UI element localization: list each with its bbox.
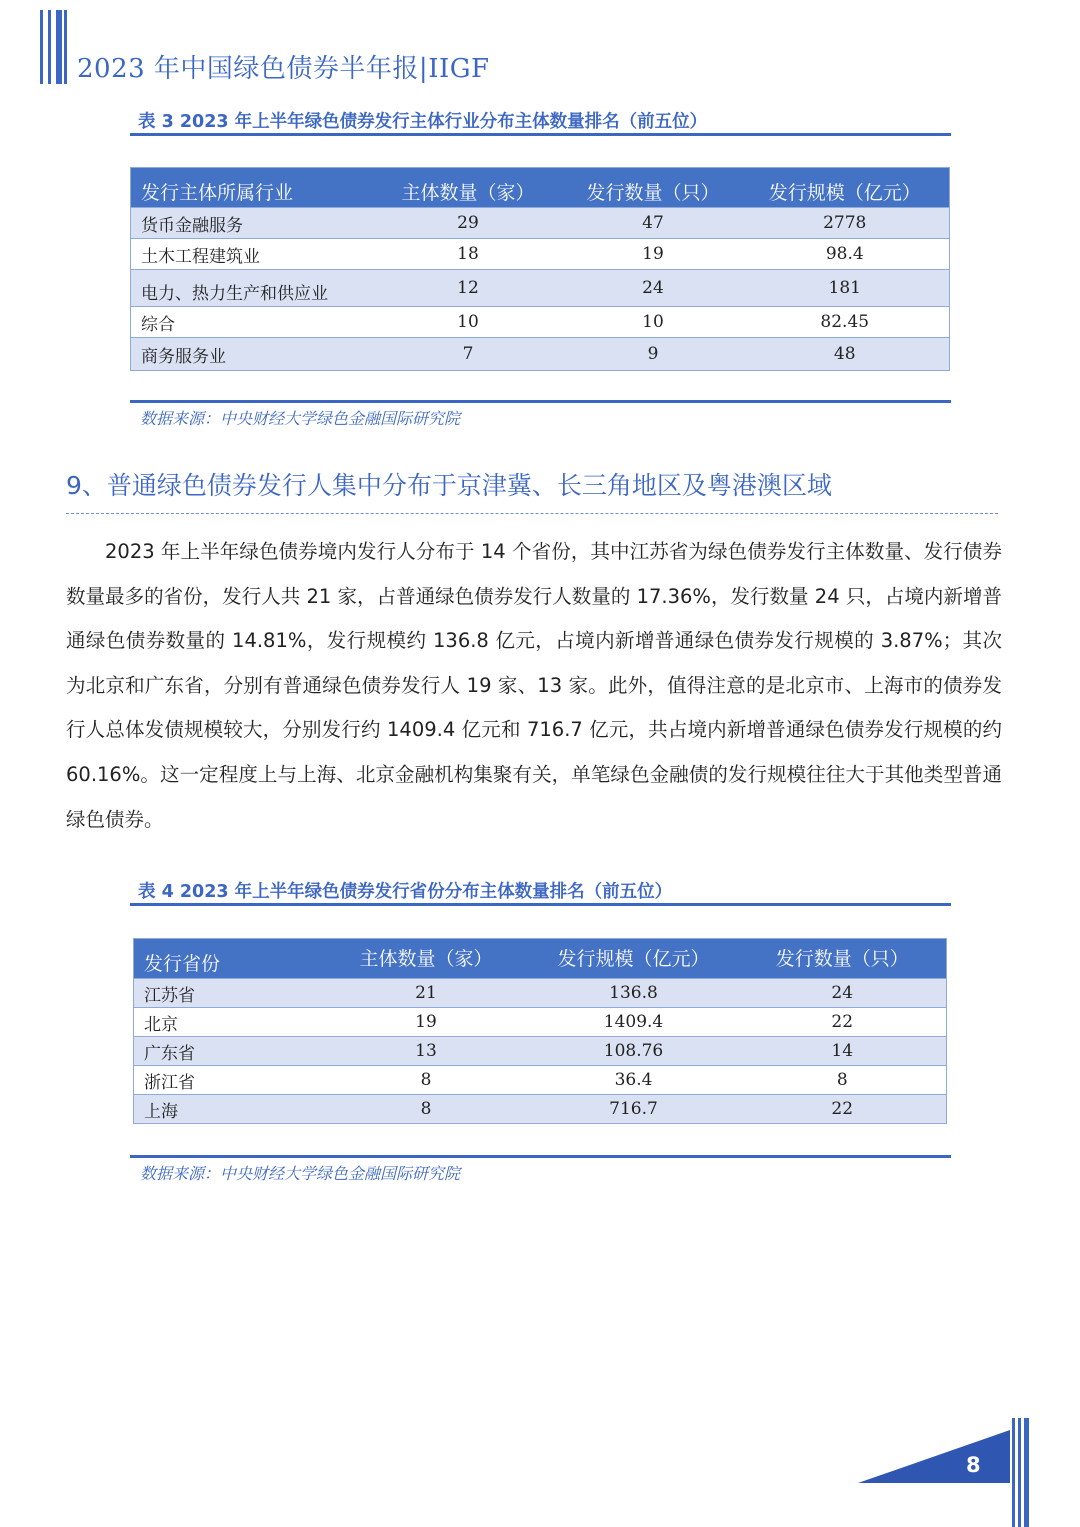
table-cell: 广东省 [134, 1037, 324, 1066]
table-row [134, 1066, 947, 1095]
table4 [133, 938, 947, 1124]
table-row [131, 208, 950, 239]
table3-caption-rule [130, 133, 951, 136]
table4-caption: 表 4 2023 年上半年绿色债券发行省份分布主体数量排名（前五位） [138, 882, 673, 902]
section-paragraph: 2023 年上半年绿色债券境内发行人分布于 14 个省份，其中江苏省为绿色债券发行主体数量、发行债券数量最多的省份，发行人共 21 家，占普通绿色债券发行人数量的 17.36%，发行数量 24 只，占境内新增普通绿色债券数量的 14.81%，发行规模约 136.8 亿元，占境内新增普通绿色债券发行规模的 3.87%；其次为北京和广东省，分别有普通绿色债券发行人 19 家、13 家。此外，值得注意的是北京市、上海市的债券发行人总体发债规模较大，分别发行约 1409.4 亿元和 716.7 亿元，共占境内新增普通绿色债券发行规模的约 60.16%。这一定程度上与上海、北京金融机构集聚有关，单笔绿色金融债的发行规模往往大于其他类型普通绿色债券。 [66, 540, 1002, 831]
table-cell: 108.76 [529, 1037, 739, 1066]
table-cell: 北京 [134, 1008, 324, 1037]
table-cell: 2778 [741, 208, 950, 239]
table-cell: 181 [741, 270, 950, 307]
table3-source-rule [130, 400, 951, 403]
header-bar-4 [64, 10, 67, 84]
table-cell: 7 [371, 338, 566, 371]
table-cell: 18 [371, 239, 566, 270]
table-cell: 716.7 [529, 1095, 739, 1124]
table3-col-header: 发行数量（只） [566, 168, 741, 208]
table-row [134, 1037, 947, 1066]
table-cell: 货币金融服务 [131, 208, 371, 239]
table-cell: 29 [371, 208, 566, 239]
section-title: 9、普通绿色债券发行人集中分布于京津冀、长三角地区及粤港澳区域 [66, 471, 832, 500]
header-bar-1 [40, 10, 43, 84]
table-cell: 14 [739, 1037, 947, 1066]
table-cell: 1409.4 [529, 1008, 739, 1037]
table-cell: 10 [566, 307, 741, 338]
table-cell: 商务服务业 [131, 338, 371, 371]
table-cell: 47 [566, 208, 741, 239]
table4-col-header: 发行省份 [134, 939, 324, 979]
page-number: 8 [966, 1453, 981, 1477]
table-row [131, 338, 950, 371]
table-cell: 48 [741, 338, 950, 371]
table-cell: 21 [324, 979, 529, 1008]
table3 [130, 167, 950, 371]
table-cell: 82.45 [741, 307, 950, 338]
table-row [134, 1095, 947, 1124]
table-cell: 19 [324, 1008, 529, 1037]
table-row [134, 1008, 947, 1037]
table-cell: 江苏省 [134, 979, 324, 1008]
table-cell: 24 [739, 979, 947, 1008]
table-cell: 上海 [134, 1095, 324, 1124]
table-row [131, 270, 950, 307]
table-cell: 8 [739, 1066, 947, 1095]
table4-source: 数据来源：中央财经大学绿色金融国际研究院 [140, 1164, 461, 1183]
table-cell: 浙江省 [134, 1066, 324, 1095]
table3-col-header: 主体数量（家） [371, 168, 566, 208]
table3-col-header: 发行主体所属行业 [131, 168, 371, 208]
table-cell: 98.4 [741, 239, 950, 270]
table-row [131, 239, 950, 270]
table3-header-row [131, 168, 950, 208]
table-cell: 13 [324, 1037, 529, 1066]
table-cell: 12 [371, 270, 566, 307]
table3-source: 数据来源：中央财经大学绿色金融国际研究院 [140, 409, 461, 428]
table-cell: 综合 [131, 307, 371, 338]
table-cell: 8 [324, 1066, 529, 1095]
table-cell: 36.4 [529, 1066, 739, 1095]
table4-header-row [134, 939, 947, 979]
table4-col-header: 发行规模（亿元） [529, 939, 739, 979]
section-divider [66, 513, 998, 514]
table4-caption-rule [130, 903, 951, 906]
report-header-title: 2023 年中国绿色债券半年报|IIGF [77, 54, 490, 84]
table-cell: 10 [371, 307, 566, 338]
table4-col-header: 主体数量（家） [324, 939, 529, 979]
table3-col-header: 发行规模（亿元） [741, 168, 950, 208]
table-cell: 22 [739, 1095, 947, 1124]
table4-source-rule [130, 1155, 951, 1158]
table-cell: 电力、热力生产和供应业 [131, 270, 371, 307]
table-cell: 8 [324, 1095, 529, 1124]
table-cell: 19 [566, 239, 741, 270]
table-cell: 9 [566, 338, 741, 371]
header-bar-2 [48, 10, 51, 84]
table-row [131, 307, 950, 338]
table-cell: 22 [739, 1008, 947, 1037]
table-row [134, 979, 947, 1008]
table-cell: 土木工程建筑业 [131, 239, 371, 270]
table-cell: 136.8 [529, 979, 739, 1008]
header-bar-3 [56, 10, 62, 84]
table4-col-header: 发行数量（只） [739, 939, 947, 979]
table-cell: 24 [566, 270, 741, 307]
table3-caption: 表 3 2023 年上半年绿色债券发行主体行业分布主体数量排名（前五位） [138, 112, 708, 132]
